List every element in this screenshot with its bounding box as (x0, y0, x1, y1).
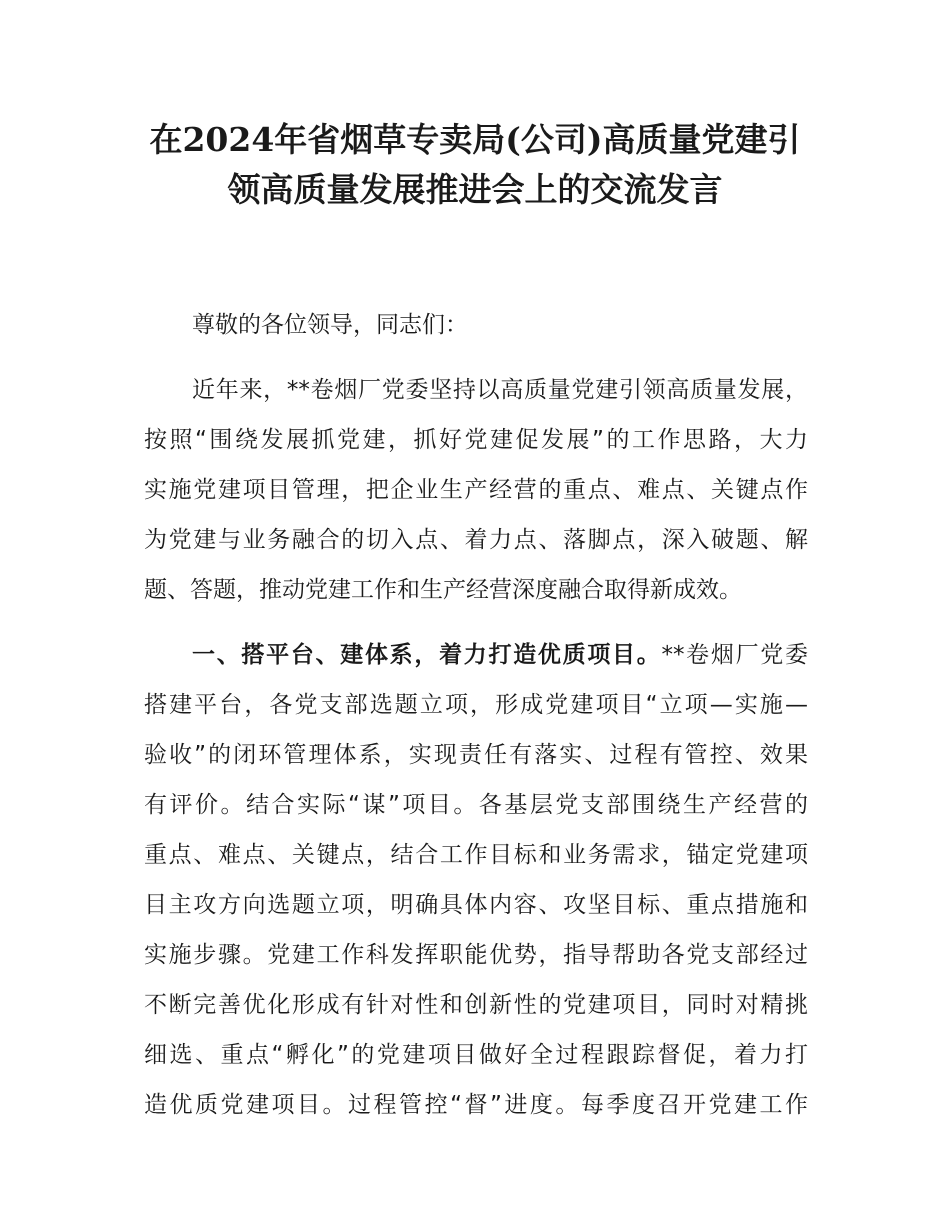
intro-line: 近年来，**卷烟厂党委坚持以高质量党建引领高质量发展， (192, 377, 808, 403)
document-title-line-1: 在2024年省烟草专卖局(公司)高质量党建引 (149, 120, 801, 159)
section-1-line: 搭建平台，各党支部选题立项，形成党建项目“立项—实施— (144, 692, 808, 718)
intro-line: 实施党建项目管理，把企业生产经营的重点、难点、关键点作 (144, 477, 808, 503)
section-1-heading: 一、搭平台、建体系，着力打造优质项目。 (192, 642, 662, 668)
section-1-line: 实施步骤。党建工作科发挥职能优势，指导帮助各党支部经过 (144, 942, 808, 968)
section-1-first-line (192, 640, 808, 670)
salutation: 尊敬的各位领导，同志们： (192, 312, 468, 338)
section-1-line: 造优质党建项目。过程管控“督”进度。每季度召开党建工作 (144, 1092, 808, 1118)
section-1-line: 有评价。结合实际“谋”项目。各基层党支部围绕生产经营的 (144, 792, 808, 818)
section-1-line: 目主攻方向选题立项，明确具体内容、攻坚目标、重点措施和 (144, 892, 808, 918)
section-1-line: 细选、重点“孵化”的党建项目做好全过程跟踪督促，着力打 (144, 1042, 808, 1068)
intro-line: 按照“围绕发展抓党建，抓好党建促发展”的工作思路，大力 (144, 427, 808, 453)
section-1-line: 验收”的闭环管理体系，实现责任有落实、过程有管控、效果 (144, 742, 808, 768)
section-1-line: 重点、难点、关键点，结合工作目标和业务需求，锚定党建项 (144, 842, 808, 868)
section-1-heading-rest: **卷烟厂党委 (661, 642, 809, 668)
intro-line: 为党建与业务融合的切入点、着力点、落脚点，深入破题、解 (144, 527, 808, 553)
section-1-line: 不断完善优化形成有针对性和创新性的党建项目，同时对精挑 (144, 992, 808, 1018)
document-title-line-2: 领高质量发展推进会上的交流发言 (227, 170, 723, 209)
intro-line: 题、答题，推动党建工作和生产经营深度融合取得新成效。 (144, 577, 742, 603)
